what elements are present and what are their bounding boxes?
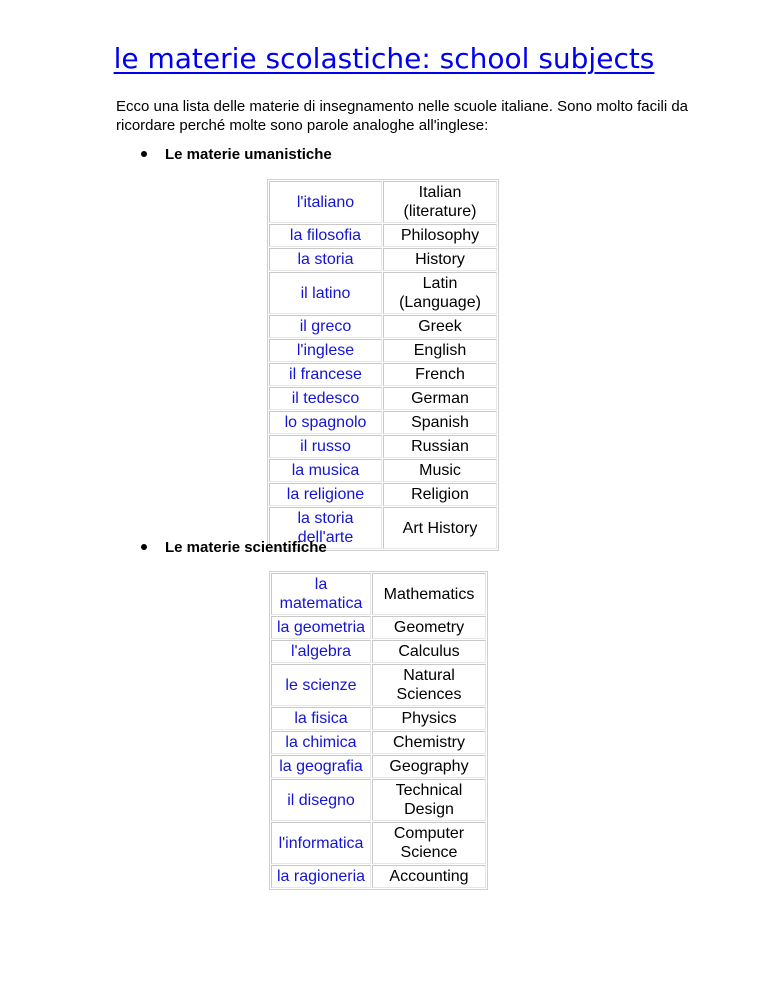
italian-term: la filosofia [269, 224, 382, 247]
table-row [269, 272, 497, 314]
bullet-icon [141, 544, 147, 550]
english-term: Latin (Language) [383, 272, 497, 314]
table-row [271, 664, 486, 706]
italian-term: la storia dell'arte [269, 507, 382, 549]
english-term: Music [383, 459, 497, 482]
english-term: Greek [383, 315, 497, 338]
table-row [271, 779, 486, 821]
table-row [269, 181, 497, 223]
italian-term: l'algebra [271, 640, 371, 663]
table-row [271, 755, 486, 778]
english-term: Russian [383, 435, 497, 458]
english-term: Geography [372, 755, 486, 778]
italian-term: le scienze [271, 664, 371, 706]
italian-term: la geometria [271, 616, 371, 639]
english-term: Religion [383, 483, 497, 506]
humanities-table [267, 179, 499, 551]
table-row [271, 822, 486, 864]
english-term: Art History [383, 507, 497, 549]
english-term: Physics [372, 707, 486, 730]
table-row [269, 339, 497, 362]
english-term: Mathematics [372, 573, 486, 615]
table-row [269, 363, 497, 386]
english-term: Chemistry [372, 731, 486, 754]
table-row [271, 707, 486, 730]
italian-term: la geografia [271, 755, 371, 778]
italian-term: la religione [269, 483, 382, 506]
english-term: Natural Sciences [372, 664, 486, 706]
table-row [271, 616, 486, 639]
table-row [269, 459, 497, 482]
italian-term: la musica [269, 459, 382, 482]
italian-term: il francese [269, 363, 382, 386]
table-row [269, 387, 497, 410]
italian-term: la matematica [271, 573, 371, 615]
italian-term: il tedesco [269, 387, 382, 410]
english-term: Computer Science [372, 822, 486, 864]
english-term: Geometry [372, 616, 486, 639]
page-title: le materie scolastiche: school subjects [113, 42, 655, 75]
italian-term: la fisica [271, 707, 371, 730]
italian-term: il greco [269, 315, 382, 338]
english-term: Italian (literature) [383, 181, 497, 223]
english-term: Philosophy [383, 224, 497, 247]
italian-term: il russo [269, 435, 382, 458]
italian-term: la storia [269, 248, 382, 271]
english-term: History [383, 248, 497, 271]
italian-term: l'inglese [269, 339, 382, 362]
table-row [269, 411, 497, 434]
table-row [271, 640, 486, 663]
section-heading-sciences [141, 539, 327, 556]
english-term: Technical Design [372, 779, 486, 821]
sciences-table [269, 571, 488, 890]
section-heading-humanities [141, 146, 332, 163]
italian-term: il disegno [271, 779, 371, 821]
table-row [269, 483, 497, 506]
italian-term: la chimica [271, 731, 371, 754]
table-row [271, 731, 486, 754]
italian-term: l'informatica [271, 822, 371, 864]
english-term: Calculus [372, 640, 486, 663]
italian-term: il latino [269, 272, 382, 314]
table-row [269, 435, 497, 458]
italian-term: l'italiano [269, 181, 382, 223]
intro-paragraph: Ecco una lista delle materie di insegnamento nelle scuole italiane. Sono molto facili da ricordare perché molte sono parole analoghe all'inglese: [116, 98, 688, 134]
table-row [271, 865, 486, 888]
english-term: German [383, 387, 497, 410]
bullet-icon [141, 151, 147, 157]
table-row [269, 315, 497, 338]
table-row [271, 573, 486, 615]
english-term: French [383, 363, 497, 386]
italian-term: lo spagnolo [269, 411, 382, 434]
section-heading-label: Le materie scientifiche [165, 539, 327, 556]
english-term: Spanish [383, 411, 497, 434]
table-row [269, 224, 497, 247]
italian-term: la ragioneria [271, 865, 371, 888]
english-term: Accounting [372, 865, 486, 888]
english-term: English [383, 339, 497, 362]
table-row [269, 248, 497, 271]
section-heading-label: Le materie umanistiche [165, 146, 332, 163]
